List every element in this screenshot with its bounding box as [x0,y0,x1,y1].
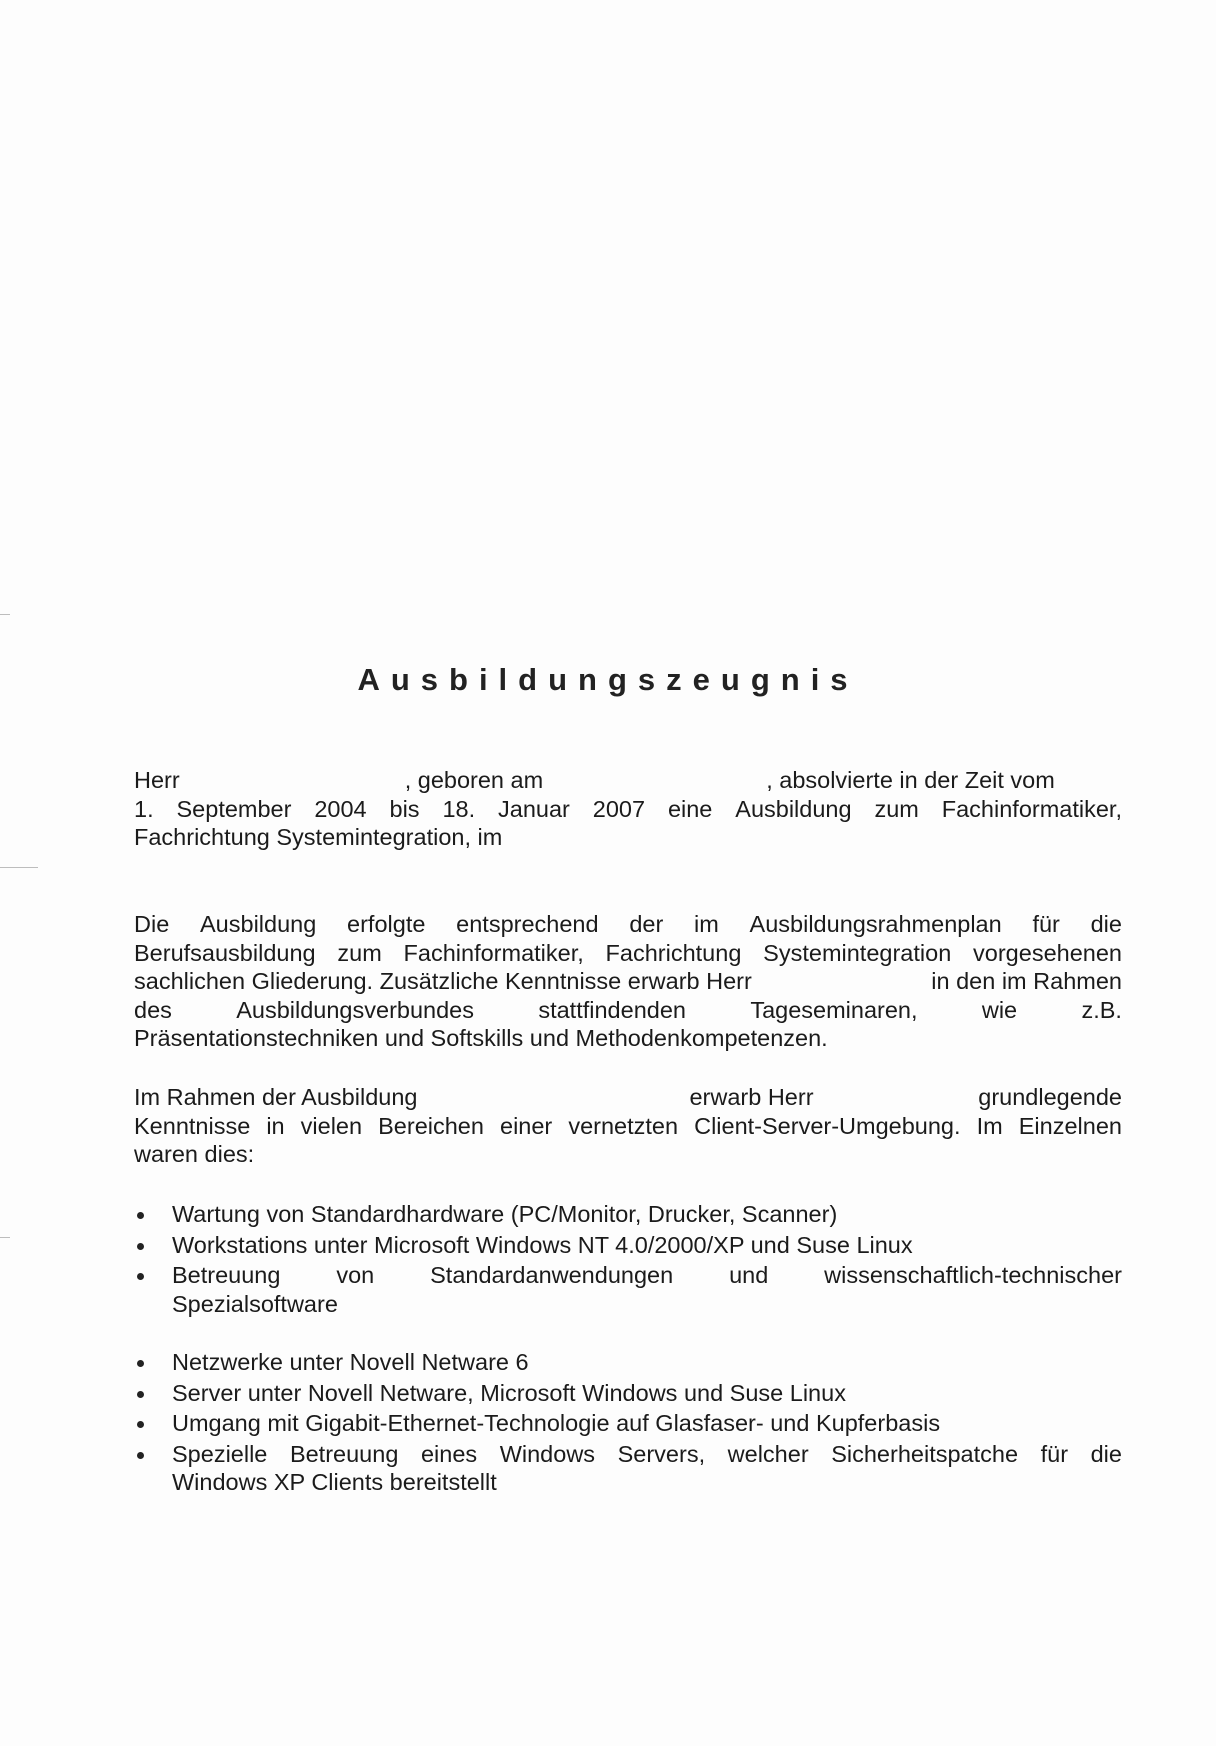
para3-line-1 [134,1083,1122,1112]
word: Im [976,1112,1003,1139]
skills-paragraph [134,1083,1122,1169]
list-item [134,1200,1122,1229]
word: Ausbildung [200,911,317,937]
list-item [134,1348,1122,1377]
word: die [1090,911,1122,937]
word: entsprechend [456,911,599,937]
intro-word: , geboren am [404,767,544,793]
training-paragraph [134,910,1122,1053]
word: 1. [134,795,154,822]
para2-line-5: Präsentationstechniken und Softskills und Methodenkompetenzen. [134,1025,828,1051]
word: Tageseminaren, [750,996,918,1023]
word: in [266,1112,285,1139]
intro-paragraph [134,766,1122,852]
word: stattfindenden [538,996,686,1023]
word: wie [981,996,1018,1023]
bullet-icon [137,1273,144,1280]
word: 2004 [314,795,367,822]
word: zum [337,939,382,966]
word: September [176,795,292,822]
intro-line-2 [134,795,1122,824]
word: der [629,911,664,937]
word: 18. [442,795,476,822]
para2-line-2 [134,939,1122,968]
word: Sicherheitspatche [831,1440,1019,1467]
para2-line-1 [134,910,1122,939]
list-item-text: Netzwerke unter Novell Netware 6 [172,1349,529,1375]
word: Fachinformatiker, [941,795,1122,822]
word: Fachrichtung [605,939,742,966]
list-item [134,1409,1122,1438]
punch-mark [0,867,38,868]
para3-line-2 [134,1112,1122,1141]
word: Systemintegration [763,939,952,966]
para2-line-3 [134,967,1122,996]
list-item-text: Server unter Novell Netware, Microsoft Windows und Suse Linux [172,1379,846,1406]
intro-word: , absolvierte in der Zeit vom [766,767,1055,793]
word: vielen [300,1112,363,1139]
list-item-line: Spezialsoftware [172,1290,338,1317]
word: Januar [498,795,570,822]
word: Betreuung [289,1440,399,1467]
word: Die [134,911,170,937]
word: für [1032,911,1060,937]
word: Kenntnisse [134,1112,251,1139]
word: im [694,911,719,937]
word: Fachinformatiker, [403,939,584,966]
word: Ausbildung [735,795,852,822]
list-item [134,1440,1122,1497]
list-item [134,1379,1122,1408]
word: erfolgte [347,911,426,937]
word: Betreuung [172,1262,281,1288]
bullet-list-2 [134,1348,1122,1499]
list-item-text: Wartung von Standardhardware (PC/Monitor, Drucker, Scanner) [172,1201,838,1227]
word: Bereichen [378,1112,484,1139]
bullet-icon [137,1243,144,1250]
word: von [336,1262,375,1288]
bullet-icon [137,1452,144,1459]
word: vernetzten [568,1112,679,1139]
list-item-text: Umgang mit Gigabit-Ethernet-Technologie auf Glasfaser- und Kupferbasis [172,1410,941,1436]
fold-mark-bottom [0,1237,10,1238]
word: Standardanwendungen [430,1262,674,1288]
document-title: Ausbildungszeugnis [357,662,859,697]
word: Ausbildungsrahmenplan [749,911,1002,937]
word: wissenschaftlich-technischer [824,1262,1122,1288]
intro-word: Herr [134,767,180,793]
word: bis [389,795,420,822]
text-segment: in den im Rahmen [931,968,1122,994]
word: eine [667,795,713,822]
word: und [729,1262,769,1288]
word: 2007 [592,795,646,822]
bullet-icon [137,1421,144,1428]
list-item-line [172,1440,1122,1469]
word: Einzelnen [1018,1112,1122,1139]
word: zum [874,795,919,822]
word: für [1040,1440,1069,1467]
word: Berufsausbildung [134,939,316,966]
list-item [134,1261,1122,1318]
para2-line-4 [134,996,1122,1025]
word: Windows [499,1440,596,1467]
bullet-icon [137,1391,144,1398]
word: Ausbildungsverbundes [236,996,474,1023]
list-item [134,1231,1122,1260]
text-segment: grundlegende [978,1084,1122,1110]
text-segment: Im Rahmen der Ausbildung [134,1084,418,1110]
word: welcher [727,1440,809,1467]
word: Servers, [617,1440,706,1467]
text-segment: sachlichen Gliederung. Zusätzliche Kenntnisse erwarb Herr [134,968,752,994]
word: vorgesehenen [973,939,1122,966]
word: Spezielle [172,1440,268,1467]
word: die [1090,1440,1122,1467]
word: einer [500,1112,553,1139]
para3-line-3: waren dies: [134,1141,255,1167]
bullet-icon [137,1212,144,1219]
bullet-list-1 [134,1200,1122,1320]
text-segment: erwarb Herr [689,1084,814,1110]
fold-mark-top [0,614,10,615]
bullet-icon [137,1360,144,1367]
word: eines [420,1440,478,1467]
list-item-text: Workstations unter Microsoft Windows NT 4.0/2000/XP und Suse Linux [172,1231,913,1258]
list-item-line [172,1261,1122,1290]
word: Client-Server-Umgebung. [694,1112,961,1139]
intro-line-1 [134,766,1122,795]
list-item-line: Windows XP Clients bereitstellt [172,1469,497,1495]
word: des [134,996,172,1023]
word: z.B. [1081,996,1122,1023]
intro-line-3: Fachrichtung Systemintegration, im [134,824,503,850]
